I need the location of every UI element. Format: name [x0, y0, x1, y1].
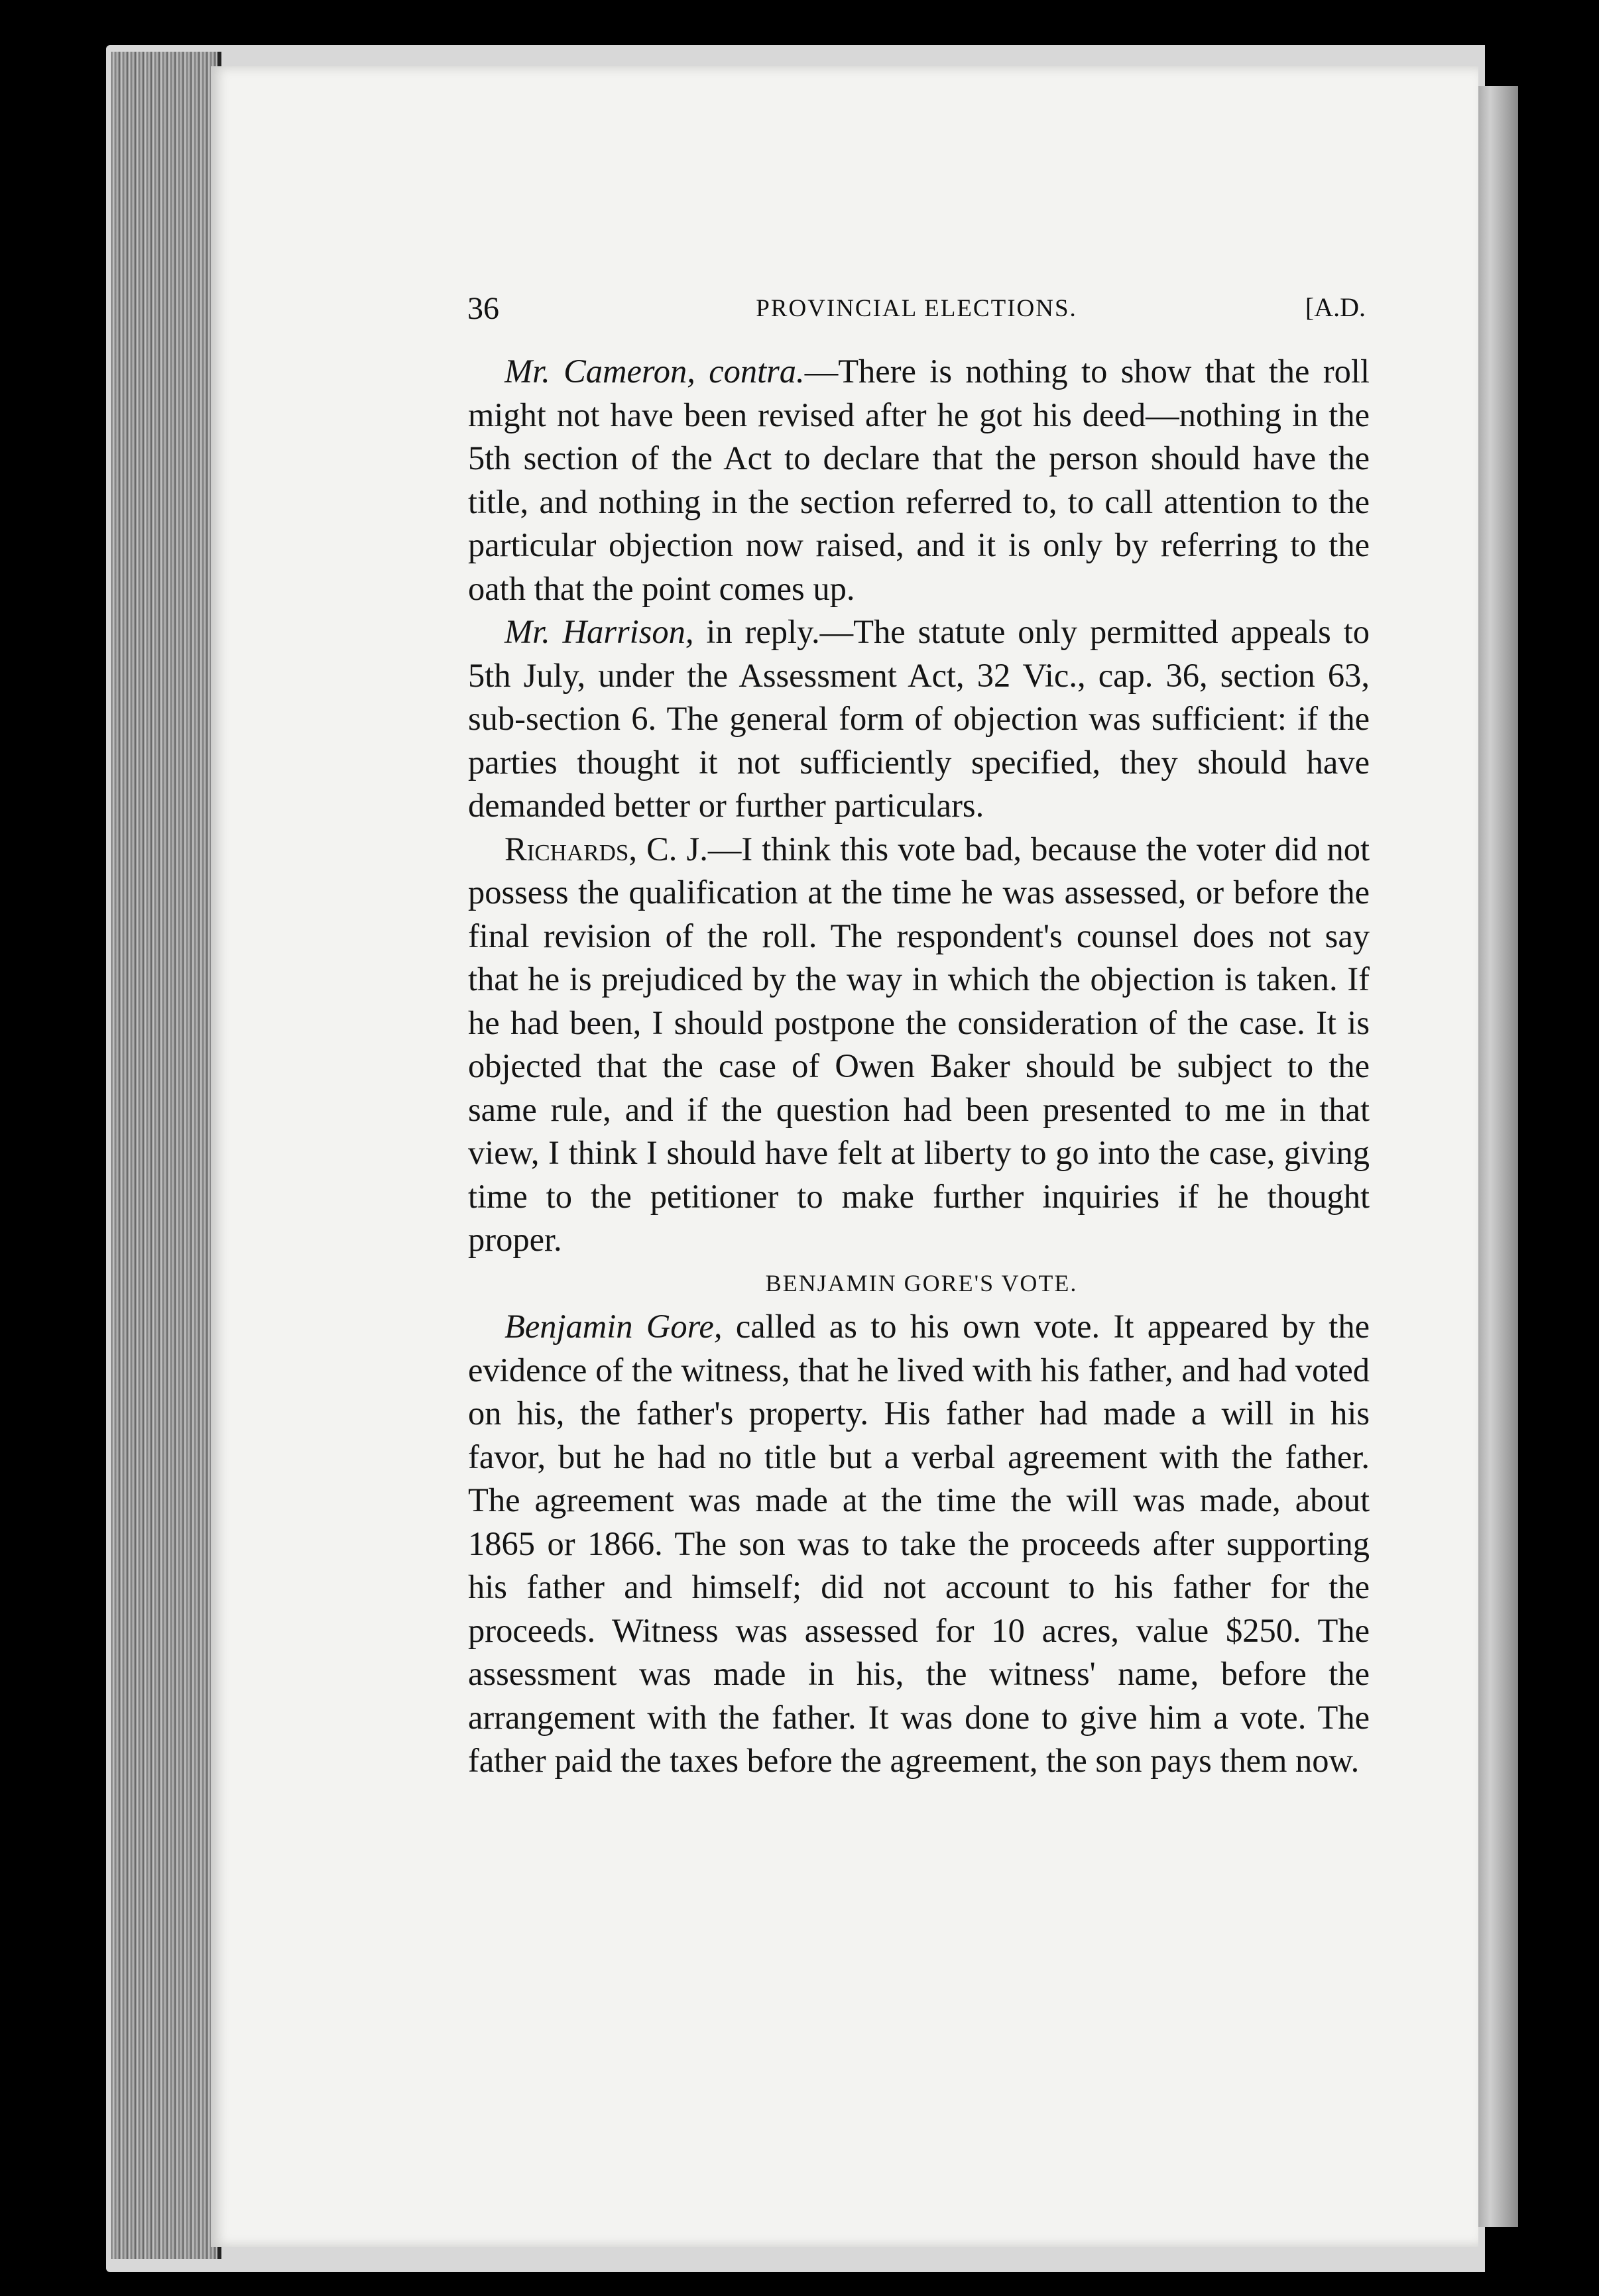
paragraph-text: —There is nothing to show that the roll might not have been revised after he got his deed—nothing in the 5th section of the Act to declare that the person should have the title, and nothing in the section referred to, to call attention to the particular objection now raised, and it is only by referring to the oath that the point comes up.: [468, 353, 1370, 607]
speaker-harrison: Mr. Harrison,: [504, 613, 694, 650]
speaker-cameron: Mr. Cameron, contra.: [504, 353, 805, 390]
paragraph-richards: [468, 828, 1370, 1262]
era-marker: [A.D.: [1305, 292, 1366, 322]
paragraph-text: called as to his own vote. It appeared by the evidence of the witness, that he lived with his father, and had voted on his, the father's property. His father had made a will in his favor, but he had no title but a verbal agreement with the father. The agreement was made at the time the will was made, about 1865 or 1866. The son was to take the proceeds after supporting his father and himself; did not account to his father for the proceeds. Witness was assessed for 10 acres, value $250. The assessment was made in his, the witness' name, before the arrangement with the father. It was done to give him a vote. The father paid the taxes before the agreement, the son pays them now.: [468, 1308, 1370, 1779]
paragraph-cameron: [468, 350, 1370, 610]
section-heading: BENJAMIN GORE'S VOTE.: [765, 1269, 1078, 1296]
running-head: [467, 290, 1366, 330]
paragraph-text: in reply.—The statute only permitted appeals to 5th July, under the Assessment Act, 32 Vic., cap. 36, section 63, sub-section 6. The general form of objection was sufficient: if the parties thought it not sufficiently specified, they should have demanded better or further particulars.: [468, 613, 1370, 824]
page-number: 36: [467, 291, 499, 326]
running-title: PROVINCIAL ELECTIONS.: [756, 295, 1077, 322]
page-edges: [111, 52, 221, 2259]
paragraph-harrison: [468, 610, 1370, 828]
speaker-richards: Richards,: [504, 830, 637, 868]
speaker-gore: Benjamin Gore,: [504, 1308, 723, 1345]
body-text: [468, 350, 1370, 1783]
right-gutter-shadow: [1472, 86, 1518, 2227]
paragraph-text: C. J.—I think this vote bad, because the voter did not possess the qualification at the time he was assessed, or before the final revision of the roll. The respondent's counsel does not say that he is prejudiced by the way in which the objection is taken. If he had been, I should postpone the consideration of the case. It is objected that the case of Owen Baker should be subject to the same rule, and if the question had been presented to me in that view, I think I should have felt at liberty to go into the case, giving time to the petitioner to make further inquiries if he thought proper.: [468, 830, 1370, 1258]
paragraph-gore: [468, 1305, 1370, 1783]
